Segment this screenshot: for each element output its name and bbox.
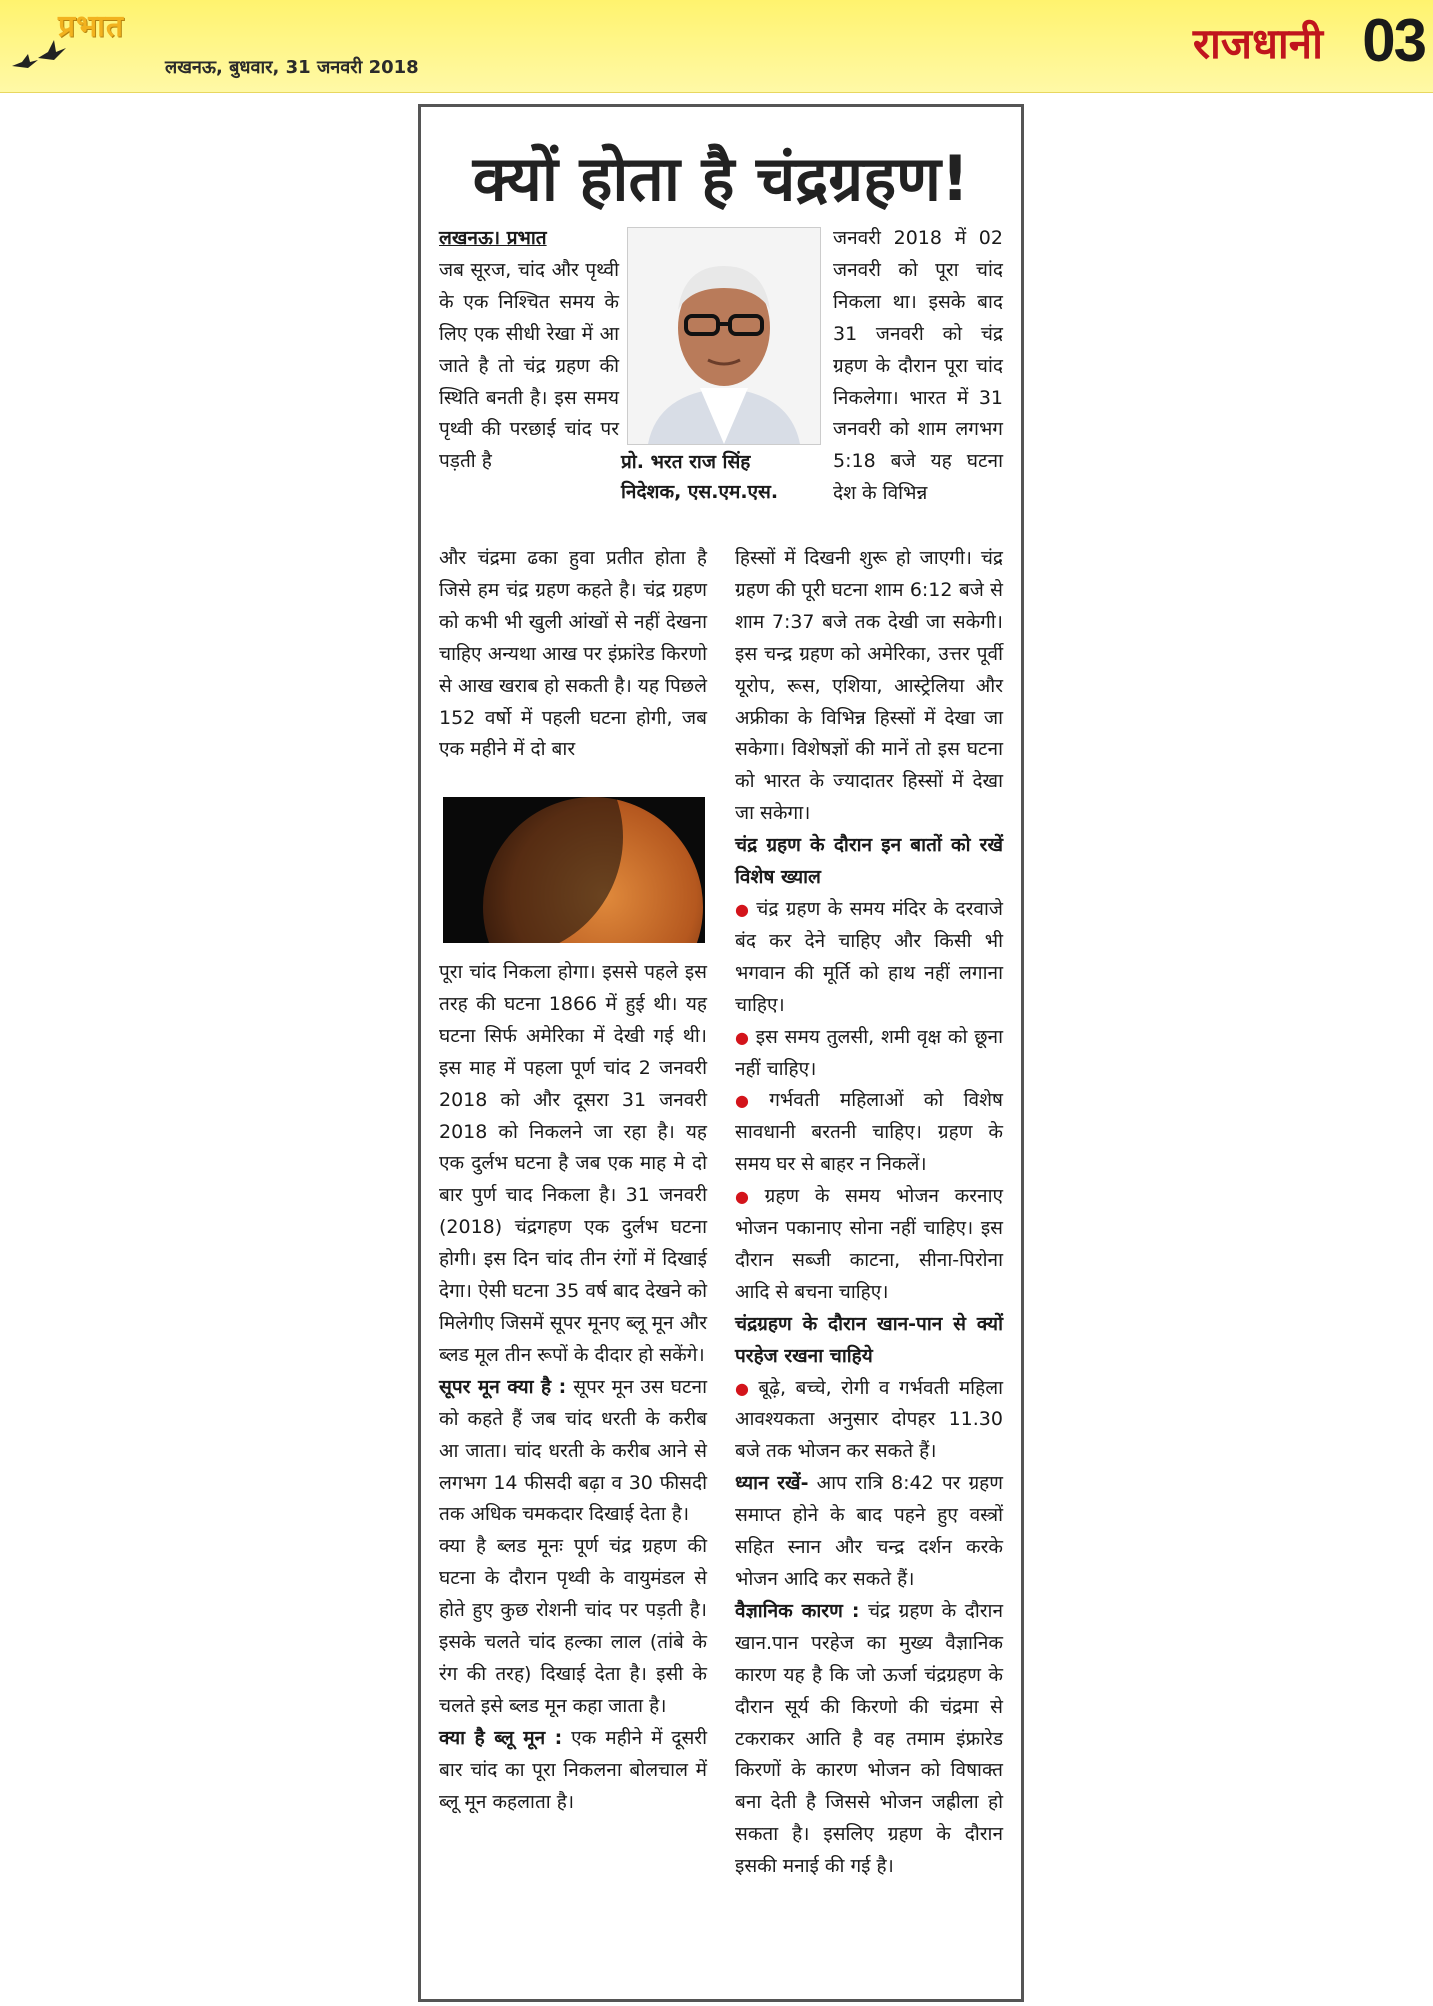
masthead bbox=[0, 0, 1433, 93]
list-item bbox=[735, 1181, 1003, 1309]
portrait-image bbox=[628, 228, 820, 444]
section-title: राजधानी bbox=[1192, 19, 1323, 68]
page-number: 03 bbox=[1362, 7, 1425, 74]
moon-image bbox=[443, 797, 705, 943]
supermoon-label: सूपर मून क्या है : bbox=[439, 1375, 567, 1398]
byline: लखनऊ। प्रभात bbox=[439, 227, 547, 249]
bloodmoon-paragraph: क्या है ब्लड मूनः पूर्ण चंद्र ग्रहण की घटना के दौरान पृथ्वी के वायुमंडल से होते हुए कुछ रोशनी चांद पर पड़ती है। इसके चलते चांद हल्का लाल (तांबे के रंग की तरह) दिखाई देता है। इसी के चलते इसे ब्लड मून कहा जाता है। bbox=[439, 1535, 707, 1717]
bluemoon-label: क्या है ब्लू मून : bbox=[439, 1726, 563, 1749]
column-right-top bbox=[833, 223, 1003, 510]
moon-eclipse-photo bbox=[443, 797, 705, 943]
list-item bbox=[735, 1022, 1003, 1086]
subheading-food: चंद्रग्रहण के दौरान खान-पान से क्यों परहेज रखना चाहिये bbox=[735, 1312, 1003, 1367]
dhyan-paragraph bbox=[735, 1468, 1003, 1596]
dateline: लखनऊ, बुधवार, 31 जनवरी 2018 bbox=[165, 57, 419, 78]
headline: क्यों होता है चंद्रग्रहण! bbox=[472, 142, 970, 215]
birds-icon bbox=[8, 36, 72, 80]
bullet-icon: ● bbox=[735, 899, 751, 919]
right-top-paragraph: जनवरी 2018 में 02 जनवरी को पूरा चांद निकला था। इसके बाद 31 जनवरी को चंद्र ग्रहण के दौरान पूरा चांद निकलेगा। भारत में 31 जनवरी को शाम लगभग 5:18 बजे यह घटना देश के विभिन्न bbox=[833, 227, 1003, 505]
right-paragraph: हिस्सों में दिखनी शुरू हो जाएगी। चंद्र ग्रहण की पूरी घटना शाम 6:12 बजे से शाम 7:37 बजे तक देखी जा सकेगी। इस चन्द्र ग्रहण को अमेरिका, उत्तर पूर्वी यूरोप, रूस, एशिया, आस्ट्रेलिया और अफ्रीका के विभिन्न हिस्सों में देखा जा सकेगा। विशेषज्ञों की मानें तो इस घटना को भारत के ज्यादातर हिस्सों में देखा जा सकेगा। bbox=[735, 547, 1003, 825]
science-text: चंद्र ग्रहण के दौरान खान.पान परहेज का मुख्य वैज्ञानिक कारण यह है कि जो ऊर्जा चंद्रग्रहण के दौरान सूर्य की किरणो की चंद्रमा से टकराकर आति है वह तमाम इंफ्रारेड किरणों के कारण भोजन को विषाक्त बना देती है जिससे भोजन जह्रीला हो सकता है। इसलिए ग्रहण के दौरान इसकी मनाई की गई है। bbox=[735, 1599, 1003, 1878]
left-low-paragraph: पूरा चांद निकला होगा। इससे पहले इस तरह की घटना 1866 में हुई थी। यह घटना सिर्फ अमेरिका में देखी गई थी। इस माह में पहला पूर्ण चांद 2 जनवरी 2018 को और दूसरा 31 जनवरी 2018 को निकलने जा रहा है। यह एक दुर्लभ घटना है जब एक माह मे दो बार पुर्ण चाद निकला है। 31 जनवरी (2018) चंद्रगहण एक दुर्लभ घटना होगी। इस दिन चांद तीन रंगों में दिखाई देगा। ऐसी घटना 35 वर्ष बाद देखने को मिलेगीए जिसमें सूपर मूनए ब्लू मून और ब्लड मूल तीन रूपों के दीदार हो सकेंगे। bbox=[439, 961, 707, 1366]
bullet-icon: ● bbox=[735, 1091, 764, 1111]
column-right bbox=[735, 543, 1003, 1883]
column-left-mid bbox=[439, 543, 707, 766]
list-item-text: बूढ़े, बच्चे, रोगी व गर्भवती महिला आवश्यकता अनुसार दोपहर 11.30 बजे तक भोजन कर सकते हैं। bbox=[735, 1376, 1003, 1463]
bluemoon-text: एक महीने में दूसरी बार चांद का पूरा निकलना बोलचाल में ब्लू मून कहलाता है। bbox=[439, 1726, 707, 1813]
supermoon-text: सूपर मून उस घटना को कहते हैं जब चांद धरती के करीब आ जाता। चांद धरती के करीब आने से लगभग 14 फीसदी बढ़ा व 30 फीसदी तक अधिक चमकदार दिखाई देता है। bbox=[439, 1375, 707, 1526]
dhyan-text: आप रात्रि 8:42 पर ग्रहण समाप्त होने के बाद पहने हुए वस्त्रों सहित स्नान और चन्द्र दर्शन करके भोजन आदि कर सकते हैं। bbox=[735, 1472, 1004, 1590]
bluemoon-paragraph bbox=[439, 1723, 707, 1819]
bullet-icon: ● bbox=[735, 1027, 750, 1047]
photo-caption bbox=[621, 447, 831, 507]
article-box bbox=[418, 104, 1024, 2002]
left-mid-paragraph: और चंद्रमा ढका हुवा प्रतीत होता है जिसे हम चंद्र ग्रहण कहते है। चंद्र ग्रहण को कभी भी खुली आंखों से नहीं देखना चाहिए अन्यथा आख पर इंफ्रांरेड किरणो से आख खराब हो सकती है। यह पिछले 152 वर्षो में पहली घटना होगी, जब एक महीने में दो बार bbox=[439, 547, 707, 761]
column-left-top bbox=[439, 223, 619, 478]
list-item bbox=[735, 1085, 1003, 1181]
list-item bbox=[735, 894, 1003, 1022]
supermoon-paragraph bbox=[439, 1372, 707, 1532]
bullet-icon: ● bbox=[735, 1378, 753, 1398]
column-left-low bbox=[439, 957, 707, 1818]
dhyan-label: ध्यान रखें- bbox=[735, 1472, 809, 1495]
list-item-text: गर्भवती महिलाओं को विशेष सावधानी बरतनी चाहिए। ग्रहण के समय घर से बाहर न निकलें। bbox=[735, 1089, 1004, 1176]
list-item-text: चंद्र ग्रहण के समय मंदिर के दरवाजे बंद कर देने चाहिए और किसी भी भगवान की मूर्ति को हाथ नहीं लगाना चाहिए। bbox=[735, 897, 1003, 1016]
list-item-text: इस समय तुलसी, शमी वृक्ष को छूना नहीं चाहिए। bbox=[735, 1025, 1003, 1080]
list-item-text: ग्रहण के समय भोजन करनाए भोजन पकानाए सोना नहीं चाहिए। इस दौरान सब्जी काटना, सीना-पिरोना आदि से बचना चाहिए। bbox=[735, 1185, 1004, 1303]
bullet-icon: ● bbox=[735, 1187, 759, 1207]
science-paragraph bbox=[735, 1596, 1003, 1883]
intro-paragraph: जब सूरज, चांद और पृथ्वी के एक निश्चित समय के लिए एक सीधी रेखा में आ जाते है तो चंद्र ग्रहण की स्थिति बनती है। इस समय पृथ्वी की परछाई चांद पर पड़ती है bbox=[439, 258, 619, 473]
caption-name: प्रो. भरत राज सिंह bbox=[621, 451, 751, 473]
science-label: वैज्ञानिक कारण : bbox=[735, 1599, 860, 1622]
list-item bbox=[735, 1373, 1003, 1469]
caption-title: निदेशक, एस.एम.एस. bbox=[621, 481, 779, 503]
newspaper-logo: प्रभात bbox=[58, 9, 125, 44]
author-photo bbox=[627, 227, 821, 445]
subheading-precautions: चंद्र ग्रहण के दौरान इन बातों को रखें विशेष ख्याल bbox=[735, 834, 1003, 889]
